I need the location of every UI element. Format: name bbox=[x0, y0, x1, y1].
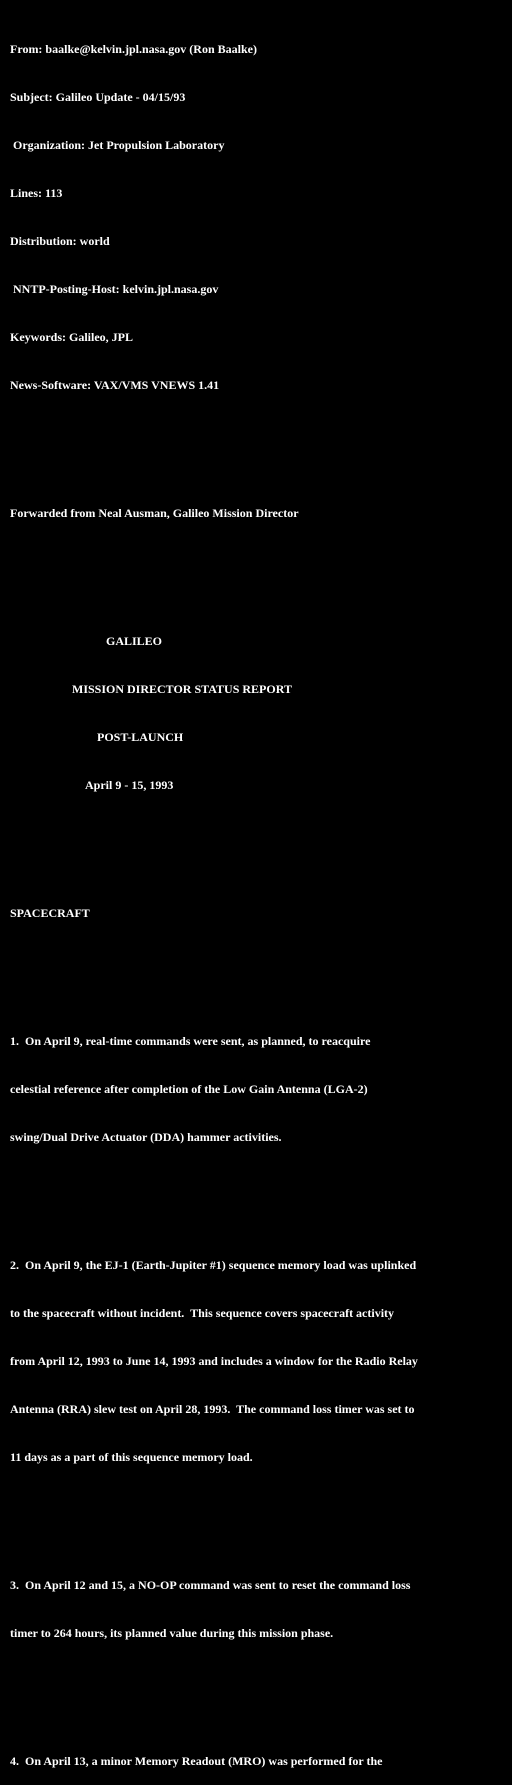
header-lines: Lines: 113 bbox=[10, 186, 63, 200]
paragraph-2-line-4: Antenna (RRA) slew test on April 28, 1993. The command loss timer was set to bbox=[10, 1402, 415, 1416]
section-heading-spacecraft: SPACECRAFT bbox=[10, 906, 90, 920]
blank-line bbox=[10, 569, 510, 585]
header-nntp-posting-host: NNTP-Posting-Host: kelvin.jpl.nasa.gov bbox=[10, 282, 219, 296]
blank-line bbox=[10, 441, 510, 457]
report-title-dates: April 9 - 15, 1993 bbox=[85, 778, 174, 792]
paragraph-2-line-5: 11 days as a part of this sequence memory load. bbox=[10, 1450, 253, 1464]
header-from: From: baalke@kelvin.jpl.nasa.gov (Ron Baalke) bbox=[10, 42, 257, 56]
paragraph-1-line-1: 1. On April 9, real-time commands were sent, as planned, to reacquire bbox=[10, 1034, 371, 1048]
paragraph-1-line-2: celestial reference after completion of the Low Gain Antenna (LGA-2) bbox=[10, 1082, 368, 1096]
paragraph-1-line-3: swing/Dual Drive Actuator (DDA) hammer activities. bbox=[10, 1130, 282, 1144]
header-keywords: Keywords: Galileo, JPL bbox=[10, 330, 133, 344]
blank-line bbox=[10, 969, 510, 985]
header-subject: Subject: Galileo Update - 04/15/93 bbox=[10, 90, 186, 104]
header-organization: Organization: Jet Propulsion Laboratory bbox=[10, 138, 225, 152]
report-title-status-report: MISSION DIRECTOR STATUS REPORT bbox=[72, 682, 292, 696]
report-title-galileo: GALILEO bbox=[106, 634, 163, 648]
paragraph-2-line-3: from April 12, 1993 to June 14, 1993 and includes a window for the Radio Relay bbox=[10, 1354, 418, 1368]
usenet-post bbox=[10, 9, 510, 1785]
header-distribution: Distribution: world bbox=[10, 234, 110, 248]
blank-line bbox=[10, 1193, 510, 1209]
paragraph-2-line-1: 2. On April 9, the EJ-1 (Earth-Jupiter #1) sequence memory load was uplinked bbox=[10, 1258, 417, 1272]
blank-line bbox=[10, 1689, 510, 1705]
paragraph-4-line-1: 4. On April 13, a minor Memory Readout (MRO) was performed for the bbox=[10, 1754, 383, 1768]
paragraph-2-line-2: to the spacecraft without incident. This sequence covers spacecraft activity bbox=[10, 1306, 395, 1320]
paragraph-3-line-1: 3. On April 12 and 15, a NO-OP command was sent to reset the command loss bbox=[10, 1578, 411, 1592]
header-news-software: News-Software: VAX/VMS VNEWS 1.41 bbox=[10, 378, 220, 392]
blank-line bbox=[10, 1513, 510, 1529]
report-title-post-launch: POST-LAUNCH bbox=[97, 730, 184, 744]
blank-line bbox=[10, 841, 510, 857]
forwarded-line: Forwarded from Neal Ausman, Galileo Mission Director bbox=[10, 506, 299, 520]
paragraph-3-line-2: timer to 264 hours, its planned value during this mission phase. bbox=[10, 1626, 334, 1640]
